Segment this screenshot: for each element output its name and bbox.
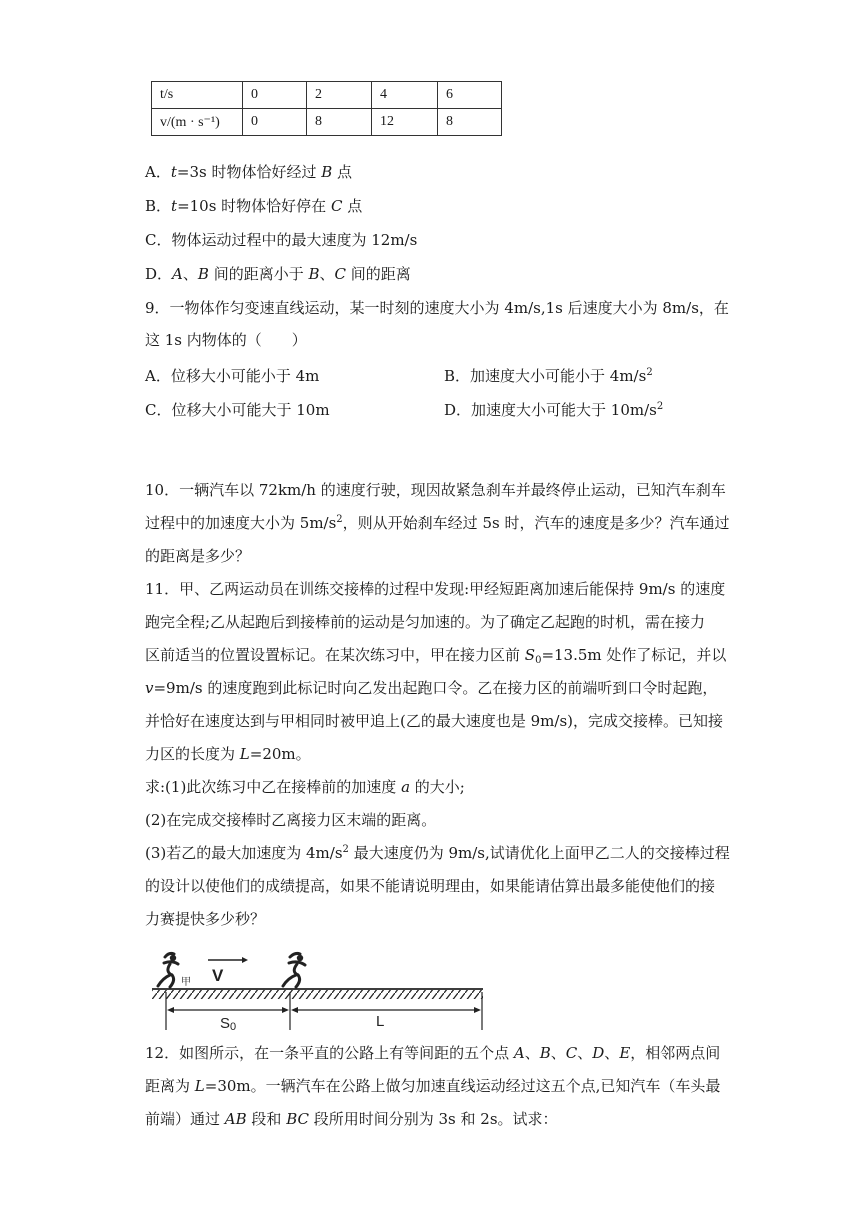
runner-yi-icon — [283, 953, 305, 987]
q8-option-a: A．t=3s 时物体恰好经过 B 点 — [145, 163, 353, 181]
q9-option-b: B．加速度大小可能小于 $4m/s^2$ — [444, 367, 653, 385]
table-row-velocity — [152, 109, 502, 136]
runner-jia-label: 甲 — [181, 977, 191, 988]
q10-line-1: 10．一辆汽车以 72km/h 的速度行驶，现因故紧急刹车并最终停止运动，已知汽车刹车 — [145, 481, 726, 499]
q11-line-4: v=9m/s 的速度跑到此标记时向乙发出起跑口令。乙在接力区的前端听到口令时起跑， — [145, 679, 718, 697]
q10-line-3: 的距离是多少？ — [145, 547, 251, 565]
q11-line-10: 的设计以使他们的成绩提高，如果不能请说明理由，如果能请估算出最多能使他们的接 — [145, 877, 716, 895]
q9-option-d: D．加速度大小可能大于 $10m/s^2$ — [444, 401, 664, 419]
table-row-time — [152, 82, 502, 109]
q8-option-d: D．A、B 间的距离小于 B、C 间的距离 — [145, 265, 411, 283]
q11-line-3: 区前适当的位置设置标记。在某次练习中，甲在接力区前 $S_0=13.5m$ 处作了标记，并以 — [145, 646, 727, 666]
table-cell: 8 — [438, 109, 502, 136]
table-cell: 0 — [243, 82, 307, 109]
q11-line-2: 跑完全程;乙从起跑后到接棒前的运动是匀加速的。为了确定乙起跑的时机，需在接力 — [145, 613, 706, 631]
q12-line-2: 距离为 L=30m。一辆汽车在公路上做匀加速直线运动经过这五个点,已知汽车（车头最 — [145, 1077, 721, 1095]
table-header-time: t/s — [152, 82, 243, 109]
q11-line-8: (2)在完成交接棒时乙离接力区末端的距离。 — [145, 811, 437, 829]
relay-diagram — [150, 948, 490, 1032]
velocity-time-table — [151, 81, 502, 136]
table-cell: 4 — [372, 82, 438, 109]
q11-line-9: (3)若乙的最大加速度为 $4m/s^2$ 最大速度仍为 9m/s,试请优化上面甲乙二人的交接棒过程 — [145, 844, 730, 862]
ground-hatching — [152, 990, 483, 999]
table-cell: 6 — [438, 82, 502, 109]
q8-option-b: B．t=10s 时物体恰好停在 C 点 — [145, 197, 363, 215]
q12-line-3: 前端）通过 AB 段和 BC 段所用时间分别为 3s 和 2s。试求： — [145, 1110, 558, 1128]
l-label: L — [376, 1013, 385, 1030]
velocity-label: V — [212, 966, 224, 985]
q9-stem-line-2: 这 1s 内物体的（ ） — [145, 331, 307, 349]
q12-line-1: 12．如图所示，在一条平直的公路上有等间距的五个点 A、B、C、D、E，相邻两点间 — [145, 1044, 721, 1062]
table-header-velocity: v/(m · s⁻¹) — [152, 109, 243, 136]
q8-option-c: C．物体运动过程中的最大速度为 12m/s — [145, 231, 418, 249]
q9-stem-line-1: 9．一物体作匀变速直线运动，某一时刻的速度大小为 4m/s,1s 后速度大小为 8m/s，在 — [145, 299, 729, 317]
q11-line-5: 并恰好在速度达到与甲相同时被甲追上(乙的最大速度也是 9m/s)，完成交接棒。已知接 — [145, 712, 723, 730]
runner-jia-icon — [158, 953, 178, 987]
q9-option-a: A．位移大小可能小于 4m — [145, 367, 320, 385]
q9-option-c: C．位移大小可能大于 10m — [145, 401, 330, 419]
table-cell: 8 — [307, 109, 372, 136]
table-cell: 12 — [372, 109, 438, 136]
q11-line-1: 11．甲、乙两运动员在训练交接棒的过程中发现:甲经短距离加速后能保持 9m/s 的速度 — [145, 580, 726, 598]
q11-line-11: 力赛提快多少秒？ — [145, 910, 266, 928]
table-cell: 0 — [243, 109, 307, 136]
q11-line-7: 求:(1)此次练习中乙在接棒前的加速度 a 的大小; — [145, 778, 465, 796]
s0-label: S0 — [220, 1015, 237, 1032]
q11-line-6: 力区的长度为 L=20m。 — [145, 745, 311, 763]
table-cell: 2 — [307, 82, 372, 109]
velocity-arrow-head — [242, 957, 248, 963]
q10-line-2: 过程中的加速度大小为 $5m/s^2$，则从开始刹车经过 5s 时，汽车的速度是多少？汽车通过 — [145, 514, 730, 532]
